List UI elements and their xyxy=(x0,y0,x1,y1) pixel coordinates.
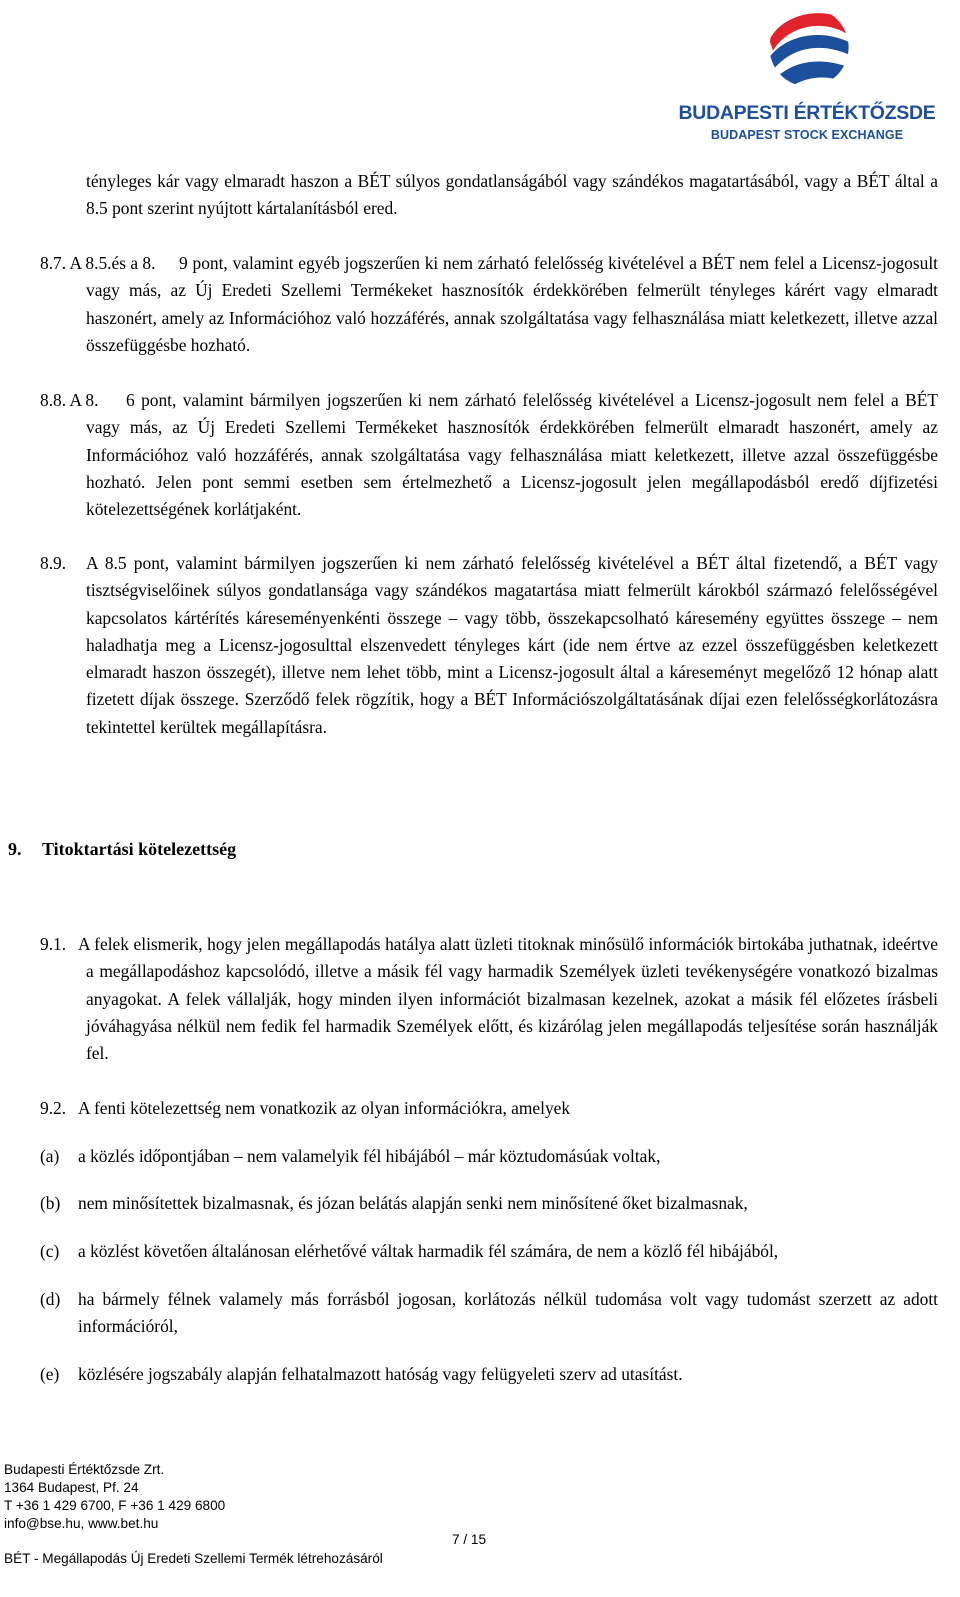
footer-contact-links[interactable]: info@bse.hu, www.bet.hu xyxy=(4,1516,159,1531)
list-item-label: (a) xyxy=(40,1146,60,1166)
section-8-8-text: 6 pont, valamint bármilyen jogszerűen ki nem zárható felelősség kivételével a Licensz-jogosult nem felel a BÉT vagy más, az Új Eredeti Szellemi Termékeket hasznosítók érdekkörében felmerült elmaradt haszonért, amely az Információhoz való hozzáférés, annak szolgáltatása vagy felhasználása miatt keletkezett, illetve azzal összefüggésbe hozható. Jelen pont semmi esetben sem értelmezhető a Licensz-jogosult jelen megállapodásból eredő díjfizetési kötelezettségének korlátjaként. xyxy=(86,390,938,520)
section-9-2-number: 9.2. xyxy=(40,1098,67,1118)
list-item-label: (d) xyxy=(40,1289,61,1309)
list-item-label: (b) xyxy=(40,1193,61,1213)
list-item-text: a közlés időpontjában – nem valamelyik fél hibájából – már köztudomásúak voltak, xyxy=(78,1146,661,1166)
section-8-7-text: 9 pont, valamint egyéb jogszerűen ki nem zárható felelősség kivételével a BÉT nem felel a Licensz-jogosult vagy más, az Új Eredeti Szellemi Termékeket hasznosítók érdekkörében felmerült tényleges kárért vagy elmaradt haszonért, amely az Információhoz való hozzáférés, annak szolgáltatása vagy felhasználása miatt keletkezett, illetve azzal összefüggésbe hozható. xyxy=(86,253,938,355)
footer-address: 1364 Budapest, Pf. 24 xyxy=(4,1480,139,1495)
logo-subtitle: BUDAPEST STOCK EXCHANGE xyxy=(710,128,904,142)
page-number: 7 / 15 xyxy=(452,1532,487,1547)
section-8-8-number: 8.8. A 8. xyxy=(40,390,99,410)
list-item-text: a közlést követően általánosan elérhetővé váltak harmadik fél számára, de nem a közlő fél hibájából, xyxy=(78,1241,779,1261)
bet-logo-mark-icon xyxy=(764,4,854,94)
section-9-1-text: A felek elismerik, hogy jelen megállapodás hatálya alatt üzleti titoknak minősülő információk birtokába juthatnak, ideértve a megállapodáshoz kapcsolódó, illetve a másik fél vagy harmadik Személyek üzleti tevékenységére vonatkozó bizalmas anyagokat. A felek vállalják, hogy minden ilyen információt bizalmasan kezelnek, azokat a másik fél előzetes írásbeli jóváhagyása nélkül nem fedik fel harmadik Személyek előtt, és kizárólag jelen megállapodás teljesítése során használják fel. xyxy=(78,934,938,1064)
section-8-9-number: 8.9. xyxy=(40,553,67,573)
section-9-number: 9. xyxy=(8,839,22,859)
list-item-text: ha bármely félnek valamely más forrásból jogosan, korlátozás nélkül tudomása volt vagy tudomást szerzett az adott információról, xyxy=(78,1289,938,1337)
bet-logo xyxy=(672,4,942,144)
list-item-label: (c) xyxy=(40,1241,60,1261)
footer-document-title: BÉT - Megállapodás Új Eredeti Szellemi Termék létrehozásáról xyxy=(4,1551,383,1566)
logo-name: BUDAPESTI ÉRTÉKTŐZSDE xyxy=(678,102,936,124)
footer-company: Budapesti Értéktőzsde Zrt. xyxy=(4,1462,165,1477)
section-9-1-number: 9.1. xyxy=(40,934,67,954)
section-8-7-number: 8.7. A 8.5.és a 8. xyxy=(40,253,156,273)
section-8-9-text: A 8.5 pont, valamint bármilyen jogszerűen ki nem zárható felelősség kivételével a BÉT által fizetendő, a BÉT vagy tisztségviselőinek súlyos gondatlansága vagy szándékos magatartása miatt felmerült károkból származó felelősségével kapcsolatos kártérítés káreseményenkénti összege – vagy több, összekapcsolható káresemény együttes összege – nem haladhatja meg a Licensz-jogosulttal elszenvedett tényleges kárt (ide nem értve az ezzel összefüggésben keletkezett elmaradt haszon összegét), illetve nem lehet több, mint a Licensz-jogosult által a káreseményt megelőző 12 hónap alatt fizetett díjak összege. Szerződő felek rögzítik, hogy a BÉT Információszolgáltatásának díjai ezen felelősségkorlátozásra tekintettel kerültek megállapításra. xyxy=(86,553,938,737)
footer-phone: T +36 1 429 6700, F +36 1 429 6800 xyxy=(4,1498,226,1513)
list-item-text: közlésére jogszabály alapján felhatalmazott hatóság vagy felügyeleti szerv ad utasítást. xyxy=(78,1364,683,1384)
continuation-paragraph: tényleges kár vagy elmaradt haszon a BÉT súlyos gondatlanságából vagy szándékos magatartásából, vagy a BÉT által a 8.5 pont szerint nyújtott kártalanításból ered. xyxy=(86,171,938,219)
section-9-2-text: A fenti kötelezettség nem vonatkozik az olyan információkra, amelyek xyxy=(78,1098,571,1118)
list-item-text: nem minősítettek bizalmasnak, és józan belátás alapján senki nem minősítené őket bizalmasnak, xyxy=(78,1193,748,1213)
section-9-title: Titoktartási kötelezettség xyxy=(42,839,237,859)
list-item-label: (e) xyxy=(40,1364,60,1384)
